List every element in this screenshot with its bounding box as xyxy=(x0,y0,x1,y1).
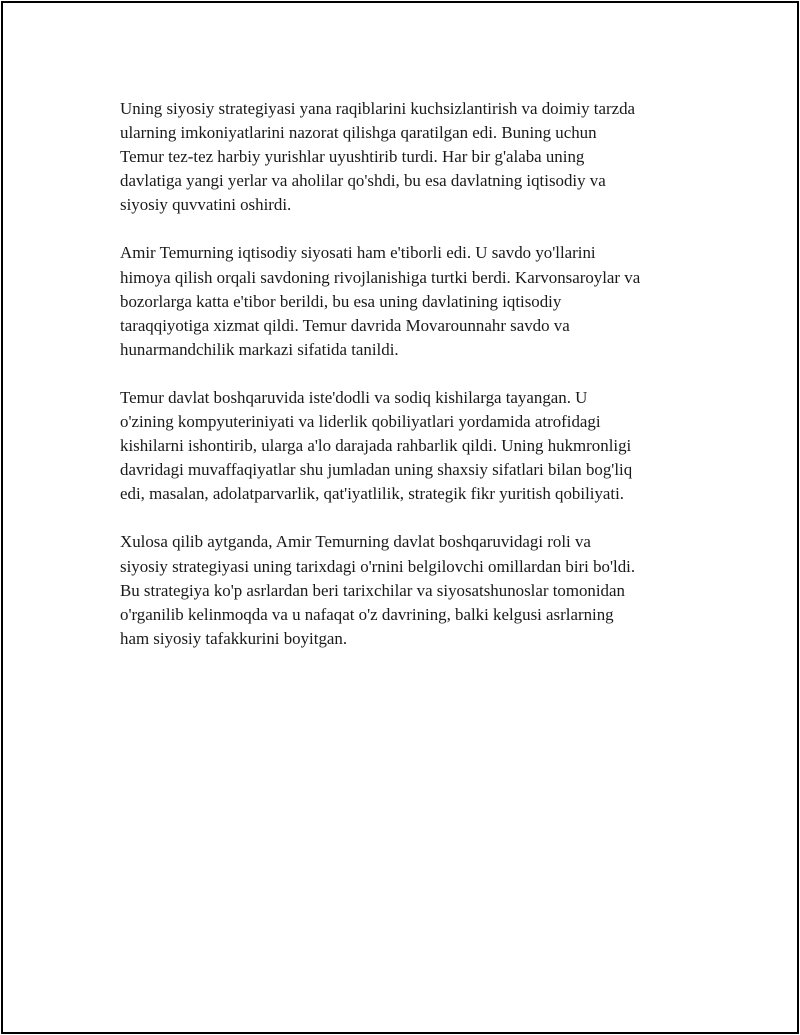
text-line: ham siyosiy tafakkurini boyitgan. xyxy=(120,628,348,648)
text-line: o'zining kompyuteriniyati va liderlik qobiliyatlari yordamida atrofidagi xyxy=(120,412,601,432)
text-line: Temur tez-tez harbiy yurishlar uyushtirib turdi. Har bir g'alaba uning xyxy=(120,147,585,167)
document-body xyxy=(120,97,700,675)
text-line: kishilarni ishontirib, ularga a'lo darajada rahbarlik qildi. Uning hukmronligi xyxy=(120,436,632,456)
text-line: Bu strategiya ko'p asrlardan beri tarixchilar va siyosatshunoslar tomonidan xyxy=(120,580,625,600)
paragraph-economic-policy xyxy=(120,241,700,361)
text-line: hunarmandchilik markazi sifatida tanildi. xyxy=(120,339,399,359)
text-line: Xulosa qilib aytganda, Amir Temurning davlat boshqaruvidagi roli va xyxy=(120,532,591,552)
text-line: edi, masalan, adolatparvarlik, qat'iyatlilik, strategik fikr yuritish qobiliyati. xyxy=(120,484,625,504)
text-line: davridagi muvaffaqiyatlar shu jumladan uning shaxsiy sifatlari bilan bog'liq xyxy=(120,460,633,480)
text-line: Temur davlat boshqaruvida iste'dodli va sodiq kishilarga tayangan. U xyxy=(120,387,588,407)
paragraph-political-strategy xyxy=(120,97,700,217)
text-line: Uning siyosiy strategiyasi yana raqiblarini kuchsizlantirish va doimiy tarzda xyxy=(120,99,636,118)
text-line: ularning imkoniyatlarini nazorat qilishga qaratilgan edi. Buning uchun xyxy=(120,123,597,143)
text-line: taraqqiyotiga xizmat qildi. Temur davrida Movarounnahr savdo va xyxy=(120,315,570,335)
paragraph-conclusion xyxy=(120,530,700,650)
text-line: siyosiy quvvatini oshirdi. xyxy=(120,195,292,215)
text-line: davlatiga yangi yerlar va aholilar qo'shdi, bu esa davlatning iqtisodiy va xyxy=(120,171,606,191)
paragraph-governance xyxy=(120,386,700,506)
page-frame xyxy=(1,1,799,1034)
text-line: Amir Temurning iqtisodiy siyosati ham e'tiborli edi. U savdo yo'llarini xyxy=(120,243,596,263)
text-line: himoya qilish orqali savdoning rivojlanishiga turtki berdi. Karvonsaroylar va xyxy=(120,267,641,287)
text-line: siyosiy strategiyasi uning tarixdagi o'rnini belgilovchi omillardan biri bo'ldi. xyxy=(120,556,636,576)
text-line: o'rganilib kelinmoqda va u nafaqat o'z davrining, balki kelgusi asrlarning xyxy=(120,604,614,624)
text-line: bozorlarga katta e'tibor berildi, bu esa uning davlatining iqtisodiy xyxy=(120,291,562,311)
